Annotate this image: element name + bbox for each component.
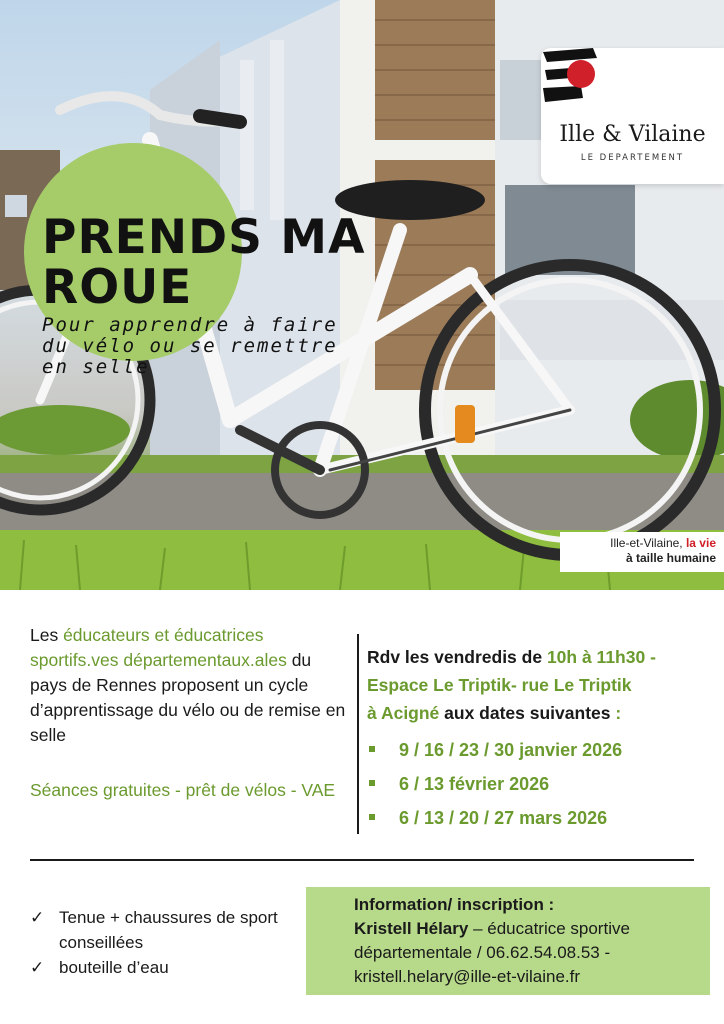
checkmark-icon: ✓ [30,958,45,977]
section-divider [30,859,694,861]
list-item [30,955,290,980]
list-item [367,803,717,837]
intro-text [30,623,350,748]
list-item [367,735,717,769]
department-logo-icon [541,48,601,104]
intro-prefix: Les [30,625,64,645]
date-item-3: 6 / 13 / 20 / 27 mars 2026 [399,808,608,828]
schedule-dates-intro: aux dates suivantes [439,703,616,723]
subtitle-line-1: Pour apprendre à faire [42,314,338,336]
subtitle-line-2: du vélo ou se remettre [42,335,338,357]
checkmark-icon: ✓ [30,908,45,927]
square-bullet-icon [369,780,375,786]
schedule-colon: : [615,703,622,723]
page-subtitle [42,315,412,378]
schedule-town-line [367,699,717,727]
date-item-2: 6 / 13 février 2026 [399,774,550,794]
square-bullet-icon [369,746,375,752]
checklist-item-1: Tenue + chaussures de sport conseillées [59,908,278,952]
intro-column [30,623,350,803]
free-sessions: Séances gratuites - prêt de vélos - VAE [30,780,336,800]
slogan-part-3: à taille humaine [625,551,716,565]
logo-subtitle: LE DEPARTEMENT [580,153,685,163]
column-divider [357,634,359,834]
title-line-1: PRENDS MA [42,210,366,265]
square-bullet-icon [369,814,375,820]
intro-ves: .ves [86,650,124,670]
intro-ales: .ales [249,650,287,670]
contact-role: – éducatrice sportive départementale / 06.62.54.08.53 - [354,919,630,962]
intro-rest: du pays de Rennes proposent un cycle d’apprentissage du vélo ou de remise en selle [30,650,346,745]
schedule-time: 10h à 11h30 - [546,647,656,667]
page-title [42,210,402,315]
schedule-place: Espace Le Triptik- rue Le Triptik [367,675,632,695]
intro-highlight-1: éducateurs et éducatrices sportifs [30,625,264,670]
department-logo [541,48,724,184]
contact-email[interactable]: kristell.helary@ille-et-vilaine.fr [354,967,581,986]
slogan-badge [560,532,724,572]
date-item-1: 9 / 16 / 23 / 30 janvier 2026 [399,740,623,760]
intro-highlight-2: départementaux [123,650,250,670]
contact-box [306,887,710,995]
schedule-rdv [367,643,717,671]
slogan-part-2: la vie [685,536,716,550]
list-item [30,905,290,955]
checklist-item-2: bouteille d’eau [59,958,169,977]
schedule-rdv-text: Rdv les vendredis de [367,647,547,667]
list-item [367,769,717,803]
logo-name: Ille & Vilaine [559,122,706,147]
contact-details [354,917,710,965]
schedule-town: à Acigné [367,703,440,723]
contact-heading: Information/ inscription : [354,895,555,914]
checklist [30,905,290,980]
contact-name: Kristell Hélary [354,919,469,938]
dates-list [367,735,717,837]
schedule-column [367,643,717,837]
subtitle-line-3: en selle [42,356,150,378]
title-line-2: ROUE [42,260,193,315]
slogan-part-1: Ille-et-Vilaine, [610,536,686,550]
